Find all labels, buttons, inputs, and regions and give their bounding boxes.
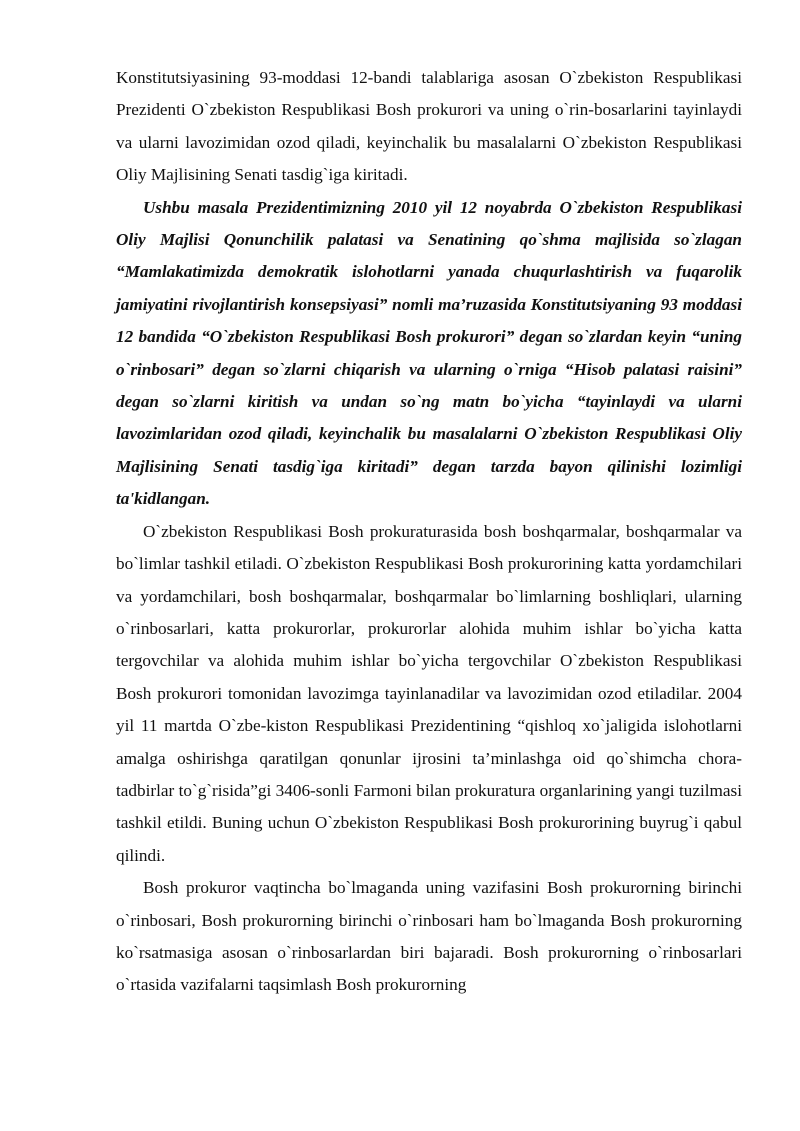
paragraph-deputy-duties: Bosh prokuror vaqtincha bo`lmaganda uning vazifasini Bosh prokurorning birinchi o`rinbosari, Bosh prokurorning birinchi o`rinbosari ham bo`lmaganda Bosh prokurorning ko`rsatmasiga asosan o`rinbosarlardan biri bajaradi. Bosh prokurorning o`rinbosarlari o`rtasida vazifalarni taqsimlash Bosh prokurorning bbox=[116, 878, 742, 995]
paragraph-emphasized-note: Ushbu masala Prezidentimizning 2010 yil 12 noyabrda O`zbekiston Respublikasi Oliy Majlisi Qonunchilik palatasi va Senatining qo`shma majlisida so`zlagan “Mamlakatimizda demokratik islohotlarni yanada chuqurlashtirish va fuqarolik jamiyatini rivojlantirish konsepsiyasi” nomli ma’ruzasida Konstitutsiyaning 93 moddasi 12 bandida “O`zbekiston Respublikasi Bosh prokurori” degan so`zlardan keyin “uning o`rinbosari” degan so`zlarni chiqarish va ularning o`rniga “Hisob palatasi raisini” degan so`zlarni kiritish va undan so`ng matn bo`yicha “tayinlaydi va ularni lavozimlaridan ozod qiladi, keyinchalik bu masalalarni O`zbekiston Respublikasi Oliy Majlisining Senati tasdig`iga kiritadi” degan tarzda bayon qilinishi lozimligi ta'kidlangan. bbox=[116, 197, 742, 509]
paragraph-prosecutor-structure: O`zbekiston Respublikasi Bosh prokuraturasida bosh boshqarmalar, boshqarmalar va bo`limlar tashkil etiladi. O`zbekiston Respublikasi Bosh prokurorining katta yordamchilari va yordamchilari, bosh boshqarmalar, boshqarmalar bo`limlarning boshliqlari, ularning o`rinbosarlari, katta prokurorlar, prokurorlar alohida muhim ishlar bo`yicha katta tergovchilar va alohida muhim ishlar bo`yicha tergovchilar O`zbekiston Respublikasi Bosh prokurori tomonidan lavozimga tayinlanadilar va lavozimidan ozod etiladilar. 2004 yil 11 martda O`zbe-kiston Respublikasi Prezidentining “qishloq xo`jaligida islohotlarni amalga oshirishga qaratilgan qonunlar ijrosini ta’minlashga oid qo`shimcha chora-tadbirlar to`g`risida”gi 3406-sonli Farmoni bilan prokuratura organlarining yangi tuzilmasi tashkil etildi. Buning uchun O`zbekiston Respublikasi Bosh prokurorining buyrug`i qabul qilindi. bbox=[116, 521, 742, 865]
paragraph-constitution-article: Konstitutsiyasining 93-moddasi 12-bandi talablariga asosan O`zbekiston Respublikasi Prezidenti O`zbekiston Respublikasi Bosh prokurori va uning o`rin-bosarlarini tayinlaydi va ularni lavozimidan ozod qiladi, keyinchalik bu masalalarni O`zbekiston Respublikasi Oliy Majlisining Senati tasdig`iga kiritadi. bbox=[116, 68, 742, 185]
document-page bbox=[116, 62, 742, 1002]
